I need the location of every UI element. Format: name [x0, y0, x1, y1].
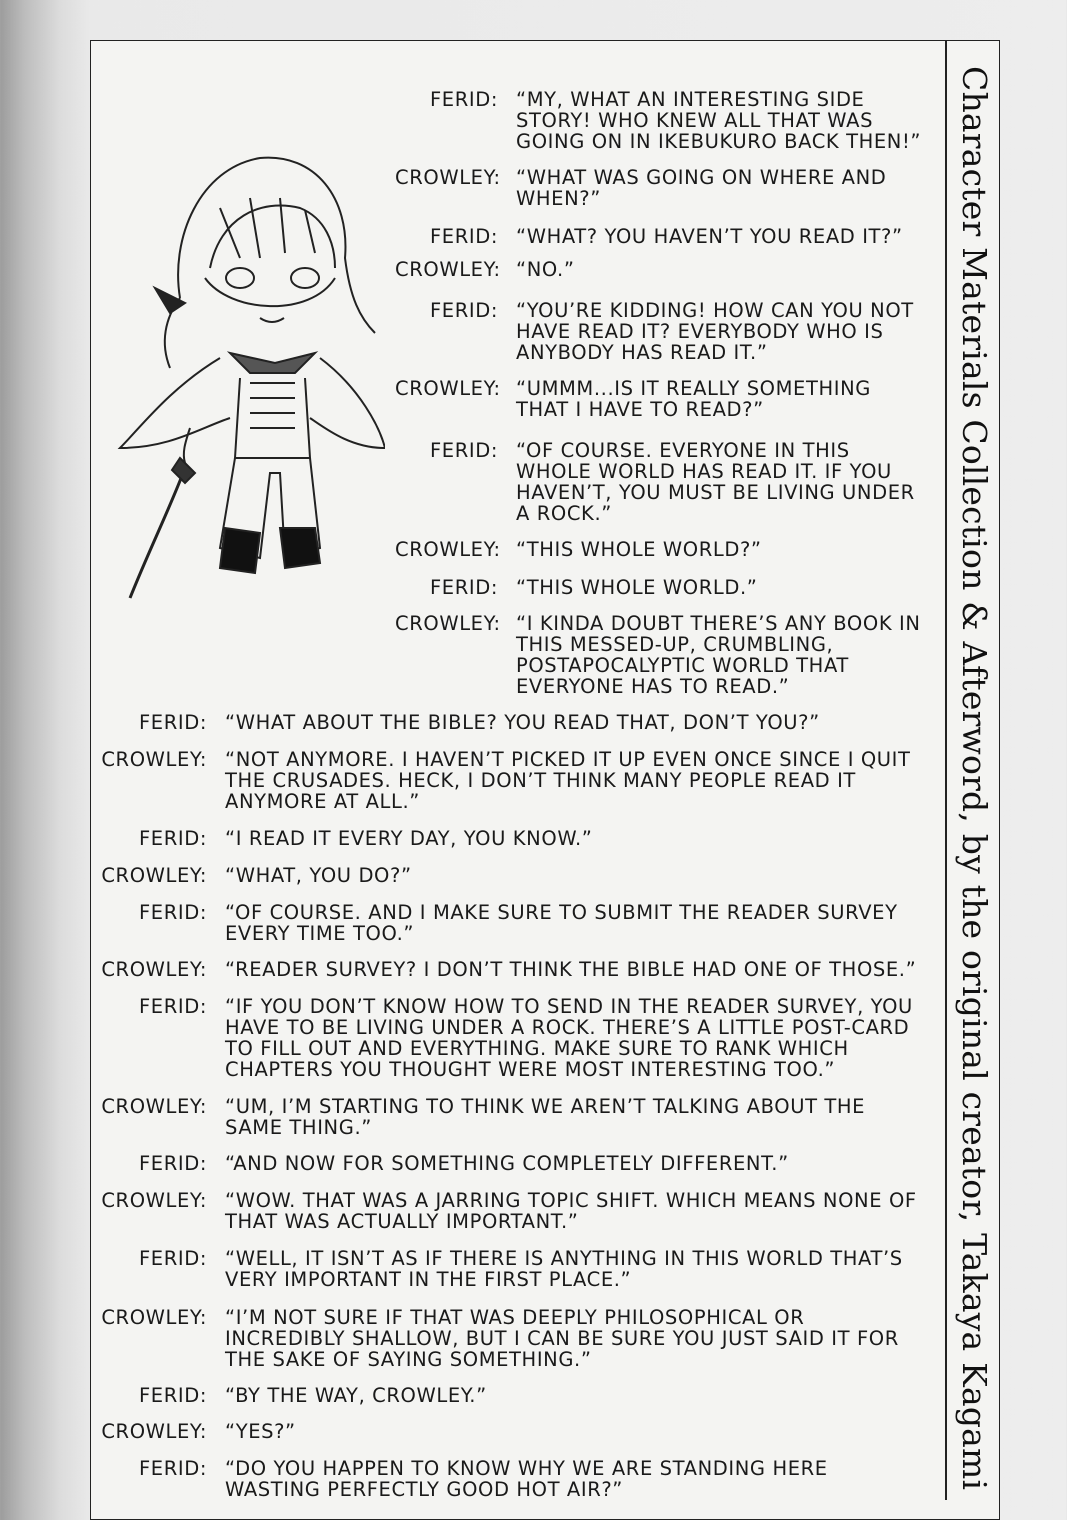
speaker-label: CROWLEY: — [101, 864, 207, 887]
speech-text: “UMMM...IS IT REALLY SOMETHING THAT I HAVE TO READ?” — [516, 377, 871, 421]
dialogue-line — [395, 378, 926, 420]
dialogue-line — [395, 613, 926, 697]
speaker-label: FERID: — [429, 439, 498, 462]
dialogue-line — [100, 1153, 925, 1174]
speech-text: “YES?” — [225, 1420, 296, 1443]
dialogue-line — [100, 1307, 925, 1370]
speech-text: “I’M NOT SURE IF THAT WAS DEEPLY PHILOSOPHICAL OR INCREDIBLY SHALLOW, BUT I CAN BE SURE YOU JUST SAID IT FOR THE SAKE OF SAYING SOMETHING.” — [225, 1306, 899, 1371]
speaker-label: FERID: — [429, 88, 498, 111]
speech-text: “NOT ANYMORE. I HAVEN’T PICKED IT UP EVEN ONCE SINCE I QUIT THE CRUSADES. HECK, I DON’T THINK MANY PEOPLE READ IT ANYMORE AT ALL.” — [225, 748, 911, 813]
speaker-label: FERID: — [138, 711, 207, 734]
speech-text: “WHAT WAS GOING ON WHERE AND WHEN?” — [516, 166, 887, 210]
speech-text: “MY, WHAT AN INTERESTING SIDE STORY! WHO KNEW ALL THAT WAS GOING ON IN IKEBUKURO BACK THEN!” — [516, 88, 922, 153]
dialogue-line — [100, 1096, 925, 1138]
dialogue-line — [100, 902, 925, 944]
dialogue-line — [395, 300, 926, 363]
dialogue-line — [395, 577, 926, 598]
dialogue-line — [395, 539, 926, 560]
speech-text: “THIS WHOLE WORLD?” — [516, 538, 762, 561]
speaker-label: CROWLEY: — [395, 377, 501, 400]
speech-text: “WHAT, YOU DO?” — [225, 864, 412, 887]
dialogue-line — [100, 749, 925, 812]
dialogue-line — [100, 1190, 925, 1232]
speech-text: “BY THE WAY, CROWLEY.” — [225, 1384, 487, 1407]
dialogue-line — [395, 226, 926, 247]
dialogue-line — [100, 1248, 925, 1290]
chibi-character-illustration — [110, 128, 385, 608]
speech-text: “WELL, IT ISN’T AS IF THERE IS ANYTHING IN THIS WORLD THAT’S VERY IMPORTANT IN THE FIRST PLACE.” — [225, 1247, 903, 1291]
side-title: Character Materials Collection & Afterword, by the original creator, Takaya Kagami — [955, 66, 994, 1491]
speech-text: “OF COURSE. EVERYONE IN THIS WHOLE WORLD HAS READ IT. IF YOU HAVEN’T, YOU MUST BE LIVING UNDER A ROCK.” — [516, 439, 915, 525]
dialogue-line — [100, 1421, 925, 1442]
speech-text: “THIS WHOLE WORLD.” — [516, 576, 758, 599]
speech-text: “IF YOU DON’T KNOW HOW TO SEND IN THE READER SURVEY, YOU HAVE TO BE LIVING UNDER A ROCK. THERE’S A LITTLE POST-CARD TO FILL OUT AND EVERYTHING. MAKE SURE TO RANK WHICH CHAPTERS YOU THOUGHT WERE MOST INTERESTING TOO.” — [225, 995, 913, 1081]
speech-text: “DO YOU HAPPEN TO KNOW WHY WE ARE STANDING HERE WASTING PERFECTLY GOOD HOT AIR?” — [225, 1457, 828, 1501]
speaker-label: CROWLEY: — [101, 1095, 207, 1118]
speech-text: “READER SURVEY? I DON’T THINK THE BIBLE HAD ONE OF THOSE.” — [225, 958, 917, 981]
speaker-label: FERID: — [138, 995, 207, 1018]
speaker-label: CROWLEY: — [101, 748, 207, 771]
speech-text: “YOU’RE KIDDING! HOW CAN YOU NOT HAVE READ IT? EVERYBODY WHO IS ANYBODY HAS READ IT.” — [516, 299, 914, 364]
speech-text: “I READ IT EVERY DAY, YOU KNOW.” — [225, 827, 593, 850]
speaker-label: CROWLEY: — [395, 166, 501, 189]
speaker-label: FERID: — [429, 576, 498, 599]
speaker-label: FERID: — [138, 1247, 207, 1270]
dialogue-line — [100, 996, 925, 1080]
speaker-label: FERID: — [429, 225, 498, 248]
dialogue-line — [100, 865, 925, 886]
speaker-label: CROWLEY: — [395, 258, 501, 281]
speaker-label: CROWLEY: — [395, 538, 501, 561]
speech-text: “WHAT? YOU HAVEN’T YOU READ IT?” — [516, 225, 903, 248]
speaker-label: FERID: — [138, 1384, 207, 1407]
dialogue-line — [395, 440, 926, 524]
speaker-label: CROWLEY: — [101, 1306, 207, 1329]
speech-text: “NO.” — [516, 258, 575, 281]
speech-text: “I KINDA DOUBT THERE’S ANY BOOK IN THIS MESSED-UP, CRUMBLING, POSTAPOCALYPTIC WORLD THAT EVERYONE HAS TO READ.” — [516, 612, 921, 698]
speech-text: “OF COURSE. AND I MAKE SURE TO SUBMIT THE READER SURVEY EVERY TIME TOO.” — [225, 901, 898, 945]
speaker-label: FERID: — [138, 1457, 207, 1480]
dialogue-line — [100, 1385, 925, 1406]
dialogue-line — [395, 259, 926, 280]
side-divider — [945, 40, 947, 1500]
dialogue-line — [100, 959, 925, 980]
dialogue-line — [100, 712, 925, 733]
speaker-label: CROWLEY: — [395, 612, 501, 635]
speech-text: “WOW. THAT WAS A JARRING TOPIC SHIFT. WHICH MEANS NONE OF THAT WAS ACTUALLY IMPORTANT.” — [225, 1189, 917, 1233]
speaker-label: CROWLEY: — [101, 1189, 207, 1212]
speaker-label: CROWLEY: — [101, 958, 207, 981]
dialogue-line — [395, 89, 926, 152]
speech-text: “AND NOW FOR SOMETHING COMPLETELY DIFFERENT.” — [225, 1152, 789, 1175]
dialogue-line — [100, 1458, 925, 1500]
speech-text: “UM, I’M STARTING TO THINK WE AREN’T TALKING ABOUT THE SAME THING.” — [225, 1095, 866, 1139]
speaker-label: FERID: — [138, 827, 207, 850]
dialogue-line — [100, 828, 925, 849]
speech-text: “WHAT ABOUT THE BIBLE? YOU READ THAT, DON’T YOU?” — [225, 711, 820, 734]
dialogue-line — [395, 167, 926, 209]
speaker-label: CROWLEY: — [101, 1420, 207, 1443]
speaker-label: FERID: — [429, 299, 498, 322]
speaker-label: FERID: — [138, 1152, 207, 1175]
speaker-label: FERID: — [138, 901, 207, 924]
